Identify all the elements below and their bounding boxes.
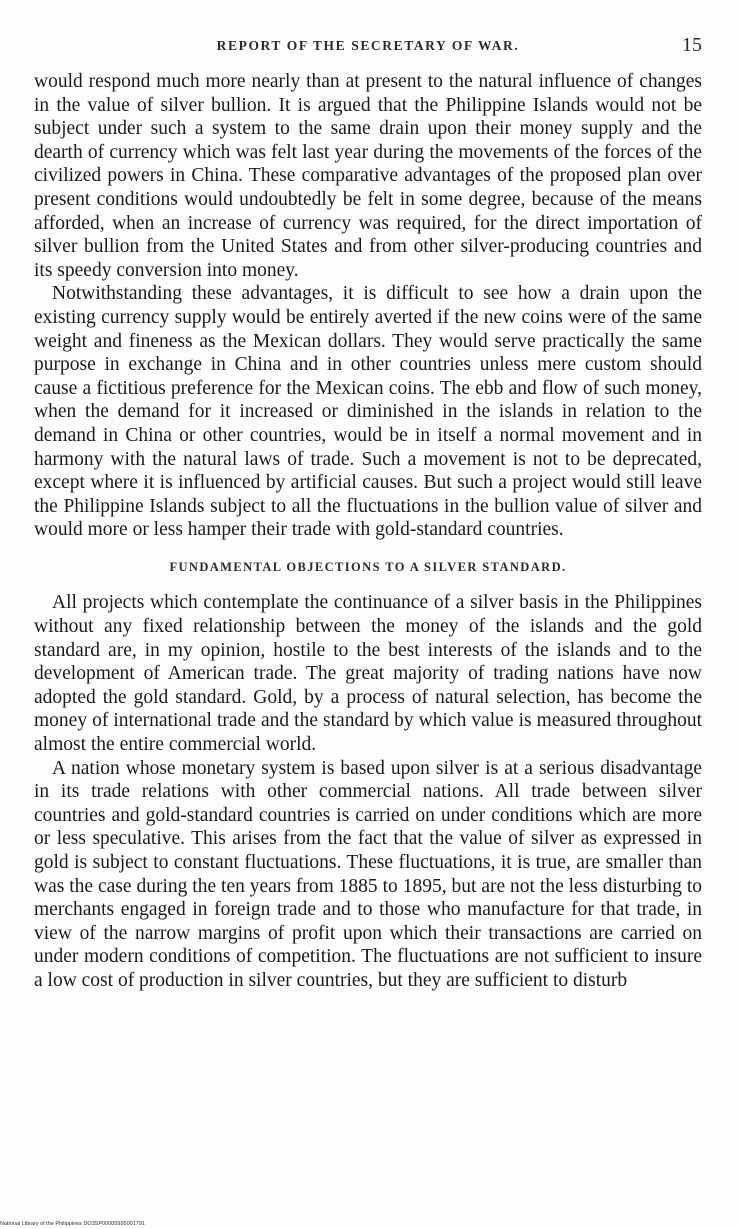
paragraph: Notwithstanding these advantages, it is difficult to see how a drain upon the existing currency supply would be entirely averted if the new coins were of the same weight and fineness as the Mexican dollars. They would serve practically the same purpose in exchange in China and in other countries unless mere custom should cause a fictitious preference for the Mexican coins. The ebb and flow of such money, when the demand for it increased or diminished in the islands in relation to the demand in China or other countries, would be in itself a normal movement and in harmony with the natural laws of trade. Such a movement is not to be deprecated, except where it is influenced by artificial causes. But such a project would still leave the Philippine Islands subject to all the fluctuations in the bullion value of silver and would more or less hamper their trade with gold-standard countries. [34, 283, 702, 541]
paragraph: All projects which contemplate the continuance of a silver basis in the Philippines without any fixed relationship between the money of the islands and the gold standard are, in my opinion, hostile to the best interests of the islands and to the development of American trade. The great majority of trading nations have now adopted the gold standard. Gold, by a process of natural selection, has become the money of international trade and the standard by which value is measured throughout almost the entire commercial world. [34, 592, 702, 756]
source-id-footer: National Library of the Philippines DO3SP00005995001791 [0, 1221, 145, 1227]
paragraph: A nation whose monetary system is based upon silver is at a serious disadvantage in its trade relations with other commercial nations. All trade between silver countries and gold-standard countries is carried on under conditions which are more or less speculative. This arises from the fact that the value of silver as expressed in gold is subject to constant fluctuations. These fluctuations, it is true, are smaller than was the case during the ten years from 1885 to 1895, but are not the less disturbing to merchants engaged in foreign trade and to those who manufacture for that trade, in view of the narrow margins of profit upon which their transactions are carried on under modern conditions of competition. The fluctuations are not sufficient to insure a low cost of production in silver countries, but they are sufficient to disturb [34, 757, 702, 991]
body-text [34, 70, 702, 993]
paragraph-continued: would respond much more nearly than at present to the natural influence of changes in the value of silver bullion. It is argued that the Philippine Islands would not be subject under such a system to the same drain upon their money supply and the dearth of currency which was felt last year during the movements of the forces of the civilized powers in China. These comparative advantages of the proposed plan over present conditions would undoubtedly be felt in some degree, because of the means afforded, when an increase of currency was required, for the direct importation of silver bullion from the United States and from other silver-producing countries and its speedy conversion into money. [34, 71, 702, 281]
page-header [34, 34, 702, 58]
page-number: 15 [682, 34, 702, 56]
running-head: REPORT OF THE SECRETARY OF WAR. [216, 38, 520, 53]
section-heading: FUNDAMENTAL OBJECTIONS TO A SILVER STANDARD. [169, 559, 567, 574]
